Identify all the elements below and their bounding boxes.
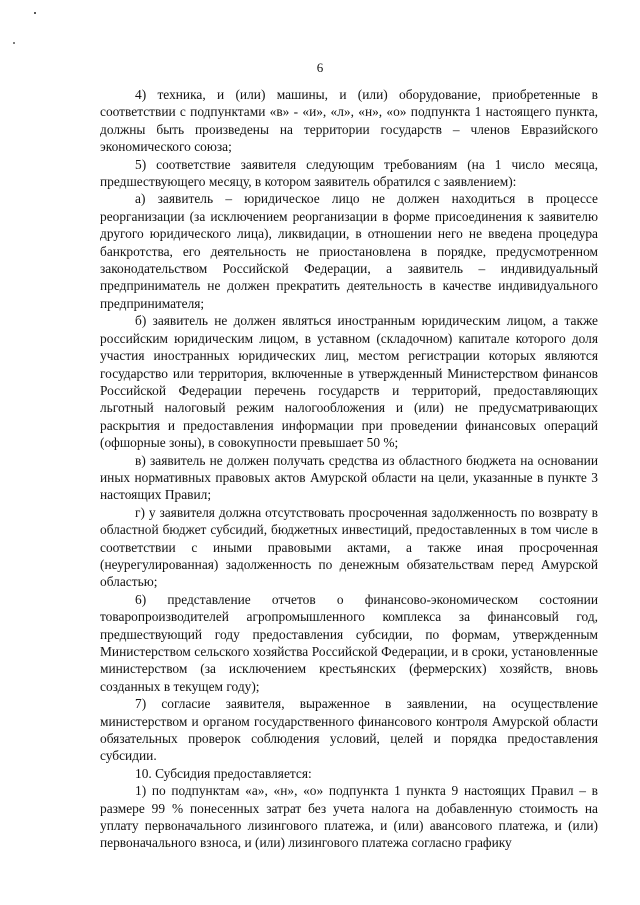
paragraph-item-5v: в) заявитель не должен получать средства из областного бюджета на основании иных нормативных правовых актов Амурской области на цели, указанные в пункте 3 настоящих Правил; [100, 452, 598, 503]
document-body [100, 86, 598, 852]
paragraph-item-5g: г) у заявителя должна отсутствовать просроченная задолженность по возврату в областной бюджет субсидий, бюджетных инвестиций, предоставленных в том числе в соответствии с иными правовыми актами, а также иная просроченная (неурегулированная) задолженность по денежным обязательствам перед Амурской областью; [100, 504, 598, 590]
paragraph-item-7: 7) согласие заявителя, выраженное в заявлении, на осуществление министерством и органом государственного финансового контроля Амурской области обязательных проверок соблюдения условий, целей и порядка предоставления субсидии. [100, 696, 598, 764]
paragraph-section-10: 10. Субсидия предоставляется: [135, 765, 312, 781]
paragraph-item-4: 4) техника, и (или) машины, и (или) оборудование, приобретенные в соответствии с подпунктами «в» - «и», «л», «н», «о» подпункта 1 настоящего пункта, должны быть произведены на территории государств – членов Евразийского экономического союза; [100, 87, 598, 155]
paragraph-item-5a: а) заявитель – юридическое лицо не должен находиться в процессе реорганизации (за исключением реорганизации в форме присоединения к заявителю другого юридического лица), ликвидации, в отношении него не введена процедура банкротства, его деятельность не приостановлена в порядке, предусмотренном законодательством Российской Федерации, а заявитель – индивидуальный предприниматель не должен прекратить деятельность в качестве индивидуального предпринимателя; [100, 191, 598, 311]
paragraph-item-10-1: 1) по подпунктам «а», «н», «о» подпункта 1 пункта 9 настоящих Правил – в размере 99 % понесенных затрат без учета налога на добавленную стоимость на уплату первоначального лизингового платежа, и (или) авансового платежа, и (или) первоначального взноса, и (или) лизингового платежа согласно графику [100, 783, 598, 851]
paragraph-item-6: 6) представление отчетов о финансово-экономическом состоянии товаропроизводителей агропромышленного комплекса за финансовый год, предшествующий году предоставления субсидии, по формам, утвержденным Министерством сельского хозяйства Российской Федерации, и в сроки, установленные министерством (за исключением крестьянских (фермерских) хозяйств, вновь созданных в текущем году); [100, 591, 598, 694]
page-number: 6 [316, 60, 324, 75]
scan-speck [13, 42, 15, 44]
scan-speck [34, 12, 36, 14]
paragraph-item-5b: б) заявитель не должен являться иностранным юридическим лицом, а также российским юридическим лицом, в уставном (складочном) капитале которого доля участия иностранных юридических лиц, местом регистрации которых являются государство или территория, включенные в утвержденный Министерством финансов Российской Федерации перечень государств и территорий, предоставляющих льготный налоговый режим налогообложения и (или) не предусматривающих раскрытия и предоставления информации при проведении финансовых операций (офшорные зоны), в совокупности превышает 50 %; [100, 313, 598, 451]
paragraph-item-5: 5) соответствие заявителя следующим требованиям (на 1 число месяца, предшествующего месяцу, в котором заявитель обратился с заявлением): [100, 156, 598, 190]
